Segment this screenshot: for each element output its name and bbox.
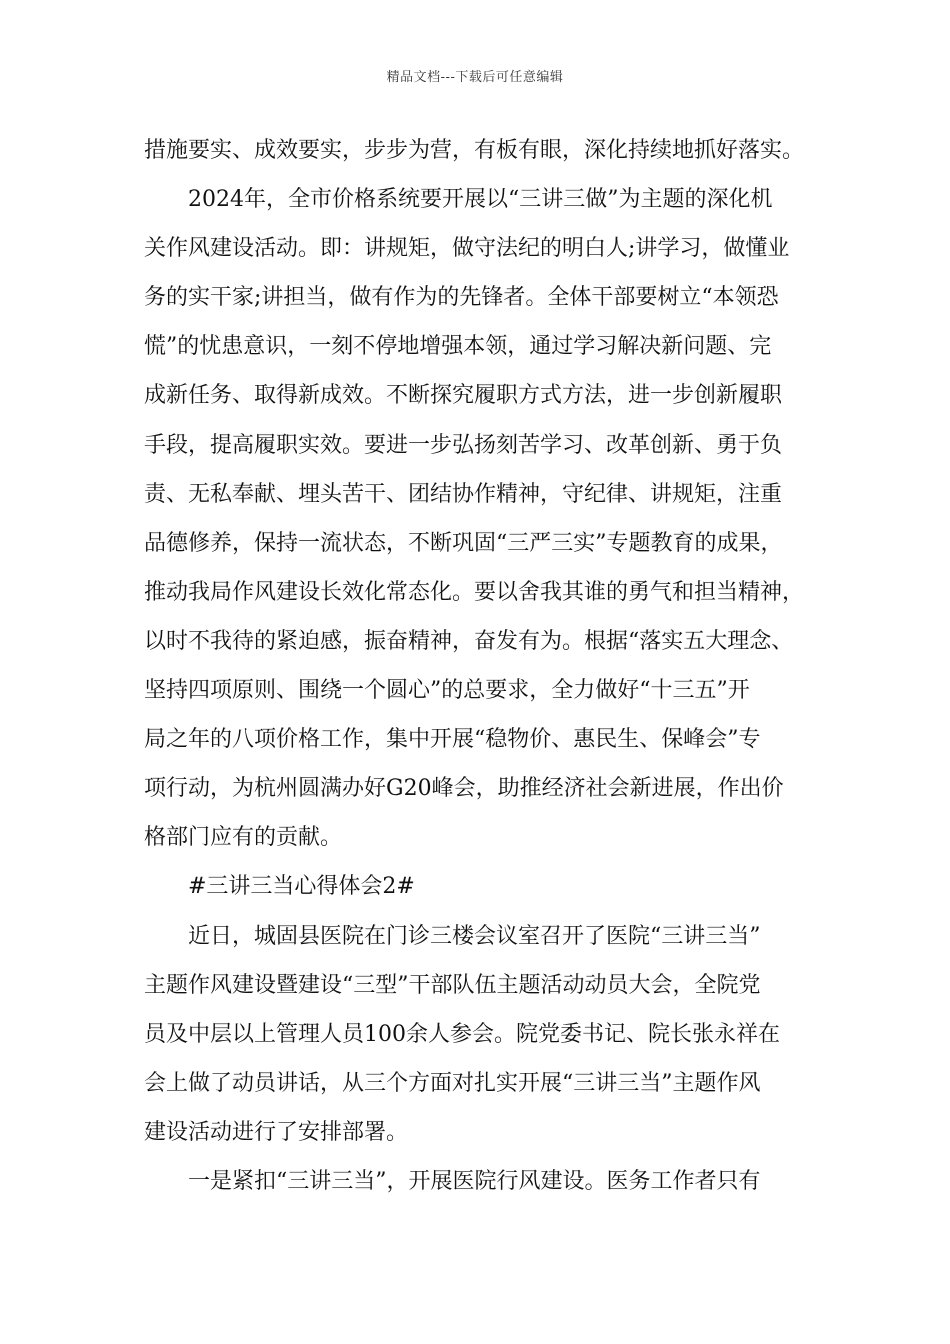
text-line: 2024年，全市价格系统要开展以“三讲三做”为主题的深化机	[188, 187, 773, 213]
document-body	[144, 126, 822, 1206]
text-line: 推动我局作风建设长效化常态化。要以舍我其谁的勇气和担当精神，	[144, 579, 805, 605]
text-line: 成新任务、取得新成效。不断探究履职方式方法，进一步创新履职	[144, 383, 783, 409]
text-line: 项行动，为杭州圆满办好G20峰会，助推经济社会新进展，作出价	[144, 776, 784, 802]
text-line: 会上做了动员讲话，从三个方面对扎实开展“三讲三当”主题作风	[144, 1070, 761, 1096]
text-line: 一是紧扣“三讲三当”，开展医院行风建设。医务工作者只有	[188, 1168, 761, 1194]
page-header: 精品文档---下载后可任意编辑	[386, 70, 564, 85]
text-line: 措施要实、成效要实，步步为营，有板有眼，深化持续地抓好落实。	[144, 138, 805, 163]
text-line: 近日，城固县医院在门诊三楼会议室召开了医院“三讲三当”	[188, 923, 761, 949]
text-line: 建设活动进行了安排部署。	[144, 1119, 409, 1145]
text-line: 主题作风建设暨建设“三型”干部队伍主题活动动员大会，全院党	[144, 972, 761, 998]
text-line: 务的实干家;讲担当，做有作为的先锋者。全体干部要树立“本领恐	[144, 285, 779, 311]
text-line: 手段，提高履职实效。要进一步弘扬刻苦学习、改革创新、勇于负	[144, 432, 783, 458]
text-line: 员及中层以上管理人员100余人参会。院党委书记、院长张永祥在	[144, 1021, 780, 1047]
text-line: 局之年的八项价格工作，集中开展“稳物价、惠民生、保峰会”专	[144, 727, 761, 753]
text-line: 责、无私奉献、埋头苦干、团结协作精神，守纪律、讲规矩，注重	[144, 481, 783, 507]
text-line: 坚持四项原则、围绕一个圆心”的总要求，全力做好“十三五”开	[144, 678, 750, 704]
text-line: 品德修养，保持一流状态，不断巩固“三严三实”专题教育的成果，	[144, 530, 783, 556]
text-line: 慌”的忧患意识，一刻不停地增强本领，通过学习解决新问题、完	[144, 334, 772, 360]
section-heading: #三讲三当心得体会2#	[188, 874, 415, 900]
text-line: 以时不我待的紧迫感，振奋精神，奋发有为。根据“落实五大理念、	[144, 628, 794, 654]
text-line: 格部门应有的贡献。	[144, 825, 343, 851]
text-line: 关作风建设活动。即：讲规矩，做守法纪的明白人;讲学习，做懂业	[144, 236, 790, 262]
